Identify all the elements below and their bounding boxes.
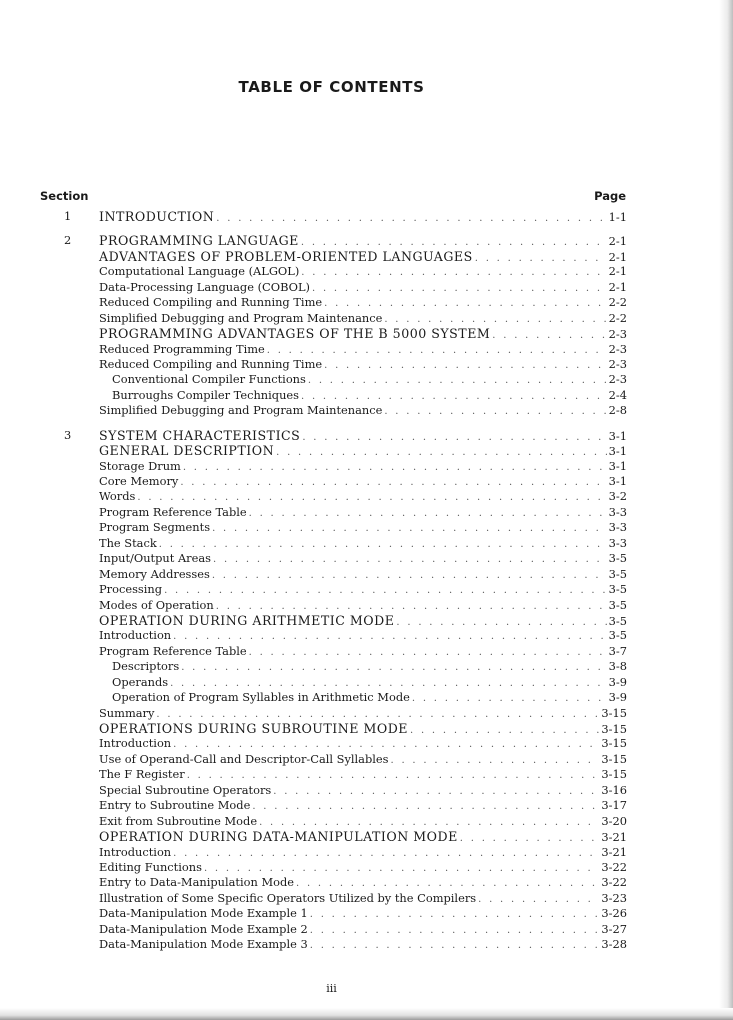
toc-entry (99, 644, 627, 660)
toc-entry-page: 3-9 (608, 674, 627, 689)
toc-entry (99, 814, 627, 830)
toc-entry-page: 3-9 (608, 690, 627, 705)
toc-row (0, 798, 733, 813)
toc-entry-label: Memory Addresses (99, 566, 210, 581)
toc-entry-page: 3-17 (601, 798, 627, 813)
toc-entry-page: 3-5 (608, 613, 627, 628)
toc-entry-label: Program Segments (99, 520, 211, 535)
toc-entry-label: Operation of Program Syllables in Arithmetic Mode (112, 690, 410, 705)
toc-row (0, 814, 733, 829)
page-title: TABLE OF CONTENTS (238, 78, 425, 96)
toc-row (0, 860, 733, 875)
dot-leader (213, 552, 607, 567)
toc-entry-page: 2-8 (608, 403, 627, 418)
dot-leader (324, 358, 607, 373)
toc-row (0, 233, 733, 248)
toc-entry (99, 875, 627, 891)
toc-entry-label: Descriptors (112, 659, 180, 674)
toc-entry (112, 372, 627, 388)
toc-entry-label: The F Register (99, 767, 185, 782)
toc-row (0, 675, 733, 690)
toc-entry-page: 2-1 (608, 264, 627, 279)
toc-entry-page: 3-3 (608, 520, 627, 535)
dot-leader (156, 707, 599, 722)
toc-entry-page: 2-2 (608, 310, 627, 325)
toc-row (0, 372, 733, 387)
table-of-contents (0, 209, 733, 953)
toc-entry-label: Reduced Programming Time (99, 341, 265, 356)
toc-entry-page: 2-4 (608, 387, 627, 402)
toc-row (0, 628, 733, 643)
toc-entry (99, 520, 627, 536)
toc-entry-page: 3-5 (608, 582, 627, 597)
toc-entry-page: 2-2 (608, 295, 627, 310)
dot-leader (173, 737, 599, 752)
dot-leader (391, 753, 600, 768)
toc-row (0, 937, 733, 952)
toc-row (0, 342, 733, 357)
toc-entry (99, 536, 627, 552)
toc-entry-label: Reduced Compiling and Running Time (99, 295, 323, 310)
toc-row (0, 489, 733, 504)
toc-entry (99, 264, 627, 280)
dot-leader (173, 629, 607, 644)
toc-entry-page: 3-3 (608, 535, 627, 550)
toc-row (0, 505, 733, 520)
toc-entry-label: PROGRAMMING LANGUAGE (99, 233, 299, 249)
toc-entry-page: 3-15 (601, 767, 627, 782)
toc-row (0, 721, 733, 736)
toc-entry-page: 3-21 (601, 830, 627, 845)
toc-row (0, 567, 733, 582)
toc-entry-label: ADVANTAGES OF PROBLEM-ORIENTED LANGUAGES (99, 248, 473, 264)
toc-entry (99, 551, 627, 567)
toc-entry-page: 3-15 (601, 705, 627, 720)
toc-entry-page: 1-1 (608, 210, 627, 224)
dot-leader (324, 296, 607, 311)
toc-entry-page: 3-8 (608, 659, 627, 674)
toc-entry-label: SYSTEM CHARACTERISTICS (99, 427, 301, 443)
toc-entry-label: Editing Functions (99, 859, 202, 874)
toc-row (0, 403, 733, 418)
dot-leader (159, 537, 607, 552)
toc-entry-label: Operands (112, 674, 169, 689)
toc-row (0, 264, 733, 279)
toc-entry-label: Exit from Subroutine Mode (99, 813, 258, 828)
toc-entry (99, 906, 627, 922)
toc-entry (99, 459, 627, 475)
dot-leader (384, 312, 606, 327)
toc-entry-label: Simplified Debugging and Program Maintenance (99, 403, 383, 418)
toc-entry-page: 3-22 (601, 875, 627, 890)
toc-entry-page: 3-1 (608, 444, 627, 459)
dot-leader (273, 784, 599, 799)
toc-row (0, 906, 733, 921)
toc-entry-label: Words (99, 489, 136, 504)
toc-entry-page: 3-2 (608, 489, 627, 504)
toc-entry (99, 767, 627, 783)
toc-row (0, 295, 733, 310)
toc-entry (99, 937, 627, 953)
toc-entry-page: 3-15 (601, 751, 627, 766)
toc-entry (99, 628, 627, 644)
toc-entry-page: 3-5 (608, 597, 627, 612)
dot-leader (173, 846, 599, 861)
toc-entry (99, 342, 627, 358)
toc-entry-page: 2-3 (608, 341, 627, 356)
dot-leader (259, 815, 599, 830)
toc-entry-label: Data-Processing Language (COBOL) (99, 279, 310, 294)
toc-entry-label: Data-Manipulation Mode Example 1 (99, 906, 308, 921)
toc-entry (99, 403, 627, 419)
toc-entry (99, 295, 627, 311)
dot-leader (216, 599, 607, 614)
dot-leader (212, 568, 607, 583)
toc-entry (112, 690, 627, 706)
toc-entry-label: Processing (99, 582, 163, 597)
toc-entry-page: 2-3 (608, 372, 627, 387)
toc-row (0, 443, 733, 458)
dot-leader (308, 373, 607, 388)
toc-entry-page: 3-20 (601, 813, 627, 828)
toc-row (0, 659, 733, 674)
dot-leader (412, 691, 607, 706)
toc-row (0, 280, 733, 295)
toc-entry (99, 798, 627, 814)
toc-entry-label: GENERAL DESCRIPTION (99, 443, 275, 459)
toc-entry-label: Conventional Compiler Functions (112, 372, 306, 387)
toc-row (0, 613, 733, 628)
toc-entry-page: 2-1 (608, 234, 627, 249)
toc-entry (99, 280, 627, 296)
toc-entry-page: 3-1 (608, 428, 627, 443)
toc-entry-label: Data-Manipulation Mode Example 3 (99, 937, 308, 952)
toc-entry-label: Core Memory (99, 474, 179, 488)
dot-leader (181, 660, 606, 675)
toc-entry-label: OPERATION DURING ARITHMETIC MODE (99, 612, 395, 628)
toc-entry-page: 3-16 (601, 782, 627, 797)
toc-entry (99, 582, 627, 598)
toc-entry (99, 567, 627, 583)
toc-entry-page: 3-5 (608, 628, 627, 643)
toc-entry-label: Burroughs Compiler Techniques (112, 387, 300, 402)
toc-entry-label: PROGRAMMING ADVANTAGES OF THE B 5000 SYSTEM (99, 326, 491, 342)
toc-entry-label: Special Subroutine Operators (99, 782, 272, 797)
toc-row (0, 891, 733, 906)
toc-row (0, 520, 733, 535)
toc-entry-page: 3-1 (608, 474, 627, 488)
toc-row (0, 598, 733, 613)
dot-leader (301, 265, 606, 280)
toc-row (0, 845, 733, 860)
dot-leader (384, 404, 606, 419)
toc-row (0, 706, 733, 721)
toc-entry (99, 922, 627, 938)
toc-entry (112, 659, 627, 675)
toc-row (0, 311, 733, 326)
dot-leader (164, 583, 607, 598)
toc-entry-label: Introduction (99, 844, 172, 859)
dot-leader (312, 281, 607, 296)
dot-leader (296, 876, 599, 891)
toc-entry-page: 2-3 (608, 327, 627, 342)
toc-row (0, 767, 733, 782)
toc-entry (99, 505, 627, 521)
dot-leader (310, 907, 600, 922)
toc-entry-label: Introduction (99, 736, 172, 751)
toc-entry-label: Use of Operand-Call and Descriptor-Call Syllables (99, 751, 389, 766)
dot-leader (204, 861, 599, 876)
toc-entry-page: 3-21 (601, 844, 627, 859)
toc-entry-label: Illustration of Some Specific Operators Utilized by the Compilers (99, 890, 477, 905)
toc-entry (99, 311, 627, 327)
toc-entry-label: Reduced Compiling and Running Time (99, 356, 323, 371)
toc-entry-label: Program Reference Table (99, 643, 247, 658)
toc-row (0, 829, 733, 844)
toc-entry (99, 209, 627, 226)
dot-leader (267, 343, 607, 358)
toc-entry-page: 2-1 (608, 279, 627, 294)
toc-entry (99, 489, 627, 505)
section-number: 3 (64, 427, 72, 442)
toc-entry (99, 752, 627, 768)
toc-entry-label: Data-Manipulation Mode Example 2 (99, 921, 308, 936)
dot-leader (180, 475, 606, 490)
toc-entry-label: Program Reference Table (99, 504, 247, 519)
toc-row (0, 474, 733, 489)
toc-entry-page: 2-1 (608, 249, 627, 264)
toc-row (0, 249, 733, 264)
toc-entry-page: 3-5 (608, 551, 627, 566)
toc-entry-label: The Stack (99, 535, 157, 550)
section-number: 2 (64, 233, 72, 248)
toc-entry-page: 3-26 (601, 906, 627, 921)
section-spacer (0, 419, 733, 428)
toc-entry-page: 3-7 (608, 643, 627, 658)
dot-leader (212, 521, 607, 536)
toc-row (0, 752, 733, 767)
toc-entry-page: 3-15 (601, 736, 627, 751)
toc-row (0, 582, 733, 597)
toc-entry (99, 845, 627, 861)
toc-entry-page: 3-5 (608, 566, 627, 581)
dot-leader (249, 506, 607, 521)
dot-leader (249, 645, 607, 660)
toc-entry-label: Summary (99, 705, 155, 720)
toc-entry-page: 3-1 (608, 458, 627, 473)
toc-entry-label: Entry to Subroutine Mode (99, 798, 251, 813)
toc-entry (99, 357, 627, 373)
toc-entry-page: 2-3 (608, 356, 627, 371)
dot-leader (478, 892, 599, 907)
toc-entry-label: INTRODUCTION (99, 209, 215, 224)
toc-entry-label: Computational Language (ALGOL) (99, 264, 300, 279)
section-column-header: Section (40, 189, 89, 203)
toc-row (0, 551, 733, 566)
dot-leader (183, 460, 607, 475)
dot-leader (301, 389, 607, 404)
page-column-header: Page (594, 189, 626, 203)
dot-leader (216, 211, 606, 226)
toc-row (0, 209, 733, 224)
toc-entry-label: Input/Output Areas (99, 551, 212, 566)
toc-entry (99, 736, 627, 752)
toc-row (0, 388, 733, 403)
section-number: 1 (64, 209, 72, 223)
toc-row (0, 428, 733, 443)
toc-entry-label: Entry to Data-Manipulation Mode (99, 875, 295, 890)
toc-entry (99, 598, 627, 614)
toc-entry-label: Simplified Debugging and Program Maintenance (99, 310, 383, 325)
dot-leader (310, 923, 600, 938)
toc-entry-page: 3-15 (601, 722, 627, 736)
toc-entry (99, 860, 627, 876)
toc-row (0, 326, 733, 341)
toc-entry-page: 3-3 (608, 504, 627, 519)
toc-entry-page: 3-23 (601, 890, 627, 905)
dot-leader (310, 938, 600, 953)
toc-entry-label: OPERATIONS DURING SUBROUTINE MODE (99, 721, 408, 736)
toc-row (0, 536, 733, 551)
toc-entry (99, 706, 627, 722)
toc-row (0, 875, 733, 890)
toc-entry (99, 891, 627, 907)
toc-entry (112, 388, 627, 404)
toc-entry-label: Introduction (99, 628, 172, 643)
dot-leader (187, 768, 600, 783)
toc-row (0, 357, 733, 372)
toc-row (0, 736, 733, 751)
dot-leader (252, 799, 599, 814)
toc-entry-label: Modes of Operation (99, 597, 214, 612)
page-number: iii (326, 982, 337, 995)
toc-entry (99, 474, 627, 490)
dot-leader (137, 490, 606, 505)
toc-row (0, 690, 733, 705)
toc-row (0, 922, 733, 937)
toc-entry-page: 3-27 (601, 921, 627, 936)
toc-row (0, 644, 733, 659)
toc-entry (112, 675, 627, 691)
toc-entry-page: 3-28 (601, 937, 627, 952)
page-bottom-shadow (0, 1008, 733, 1020)
toc-entry-label: Storage Drum (99, 458, 181, 473)
dot-leader (170, 676, 607, 691)
toc-entry-label: OPERATION DURING DATA-MANIPULATION MODE (99, 829, 458, 845)
toc-row (0, 783, 733, 798)
toc-entry (99, 783, 627, 799)
toc-entry-page: 3-22 (601, 859, 627, 874)
toc-row (0, 459, 733, 474)
